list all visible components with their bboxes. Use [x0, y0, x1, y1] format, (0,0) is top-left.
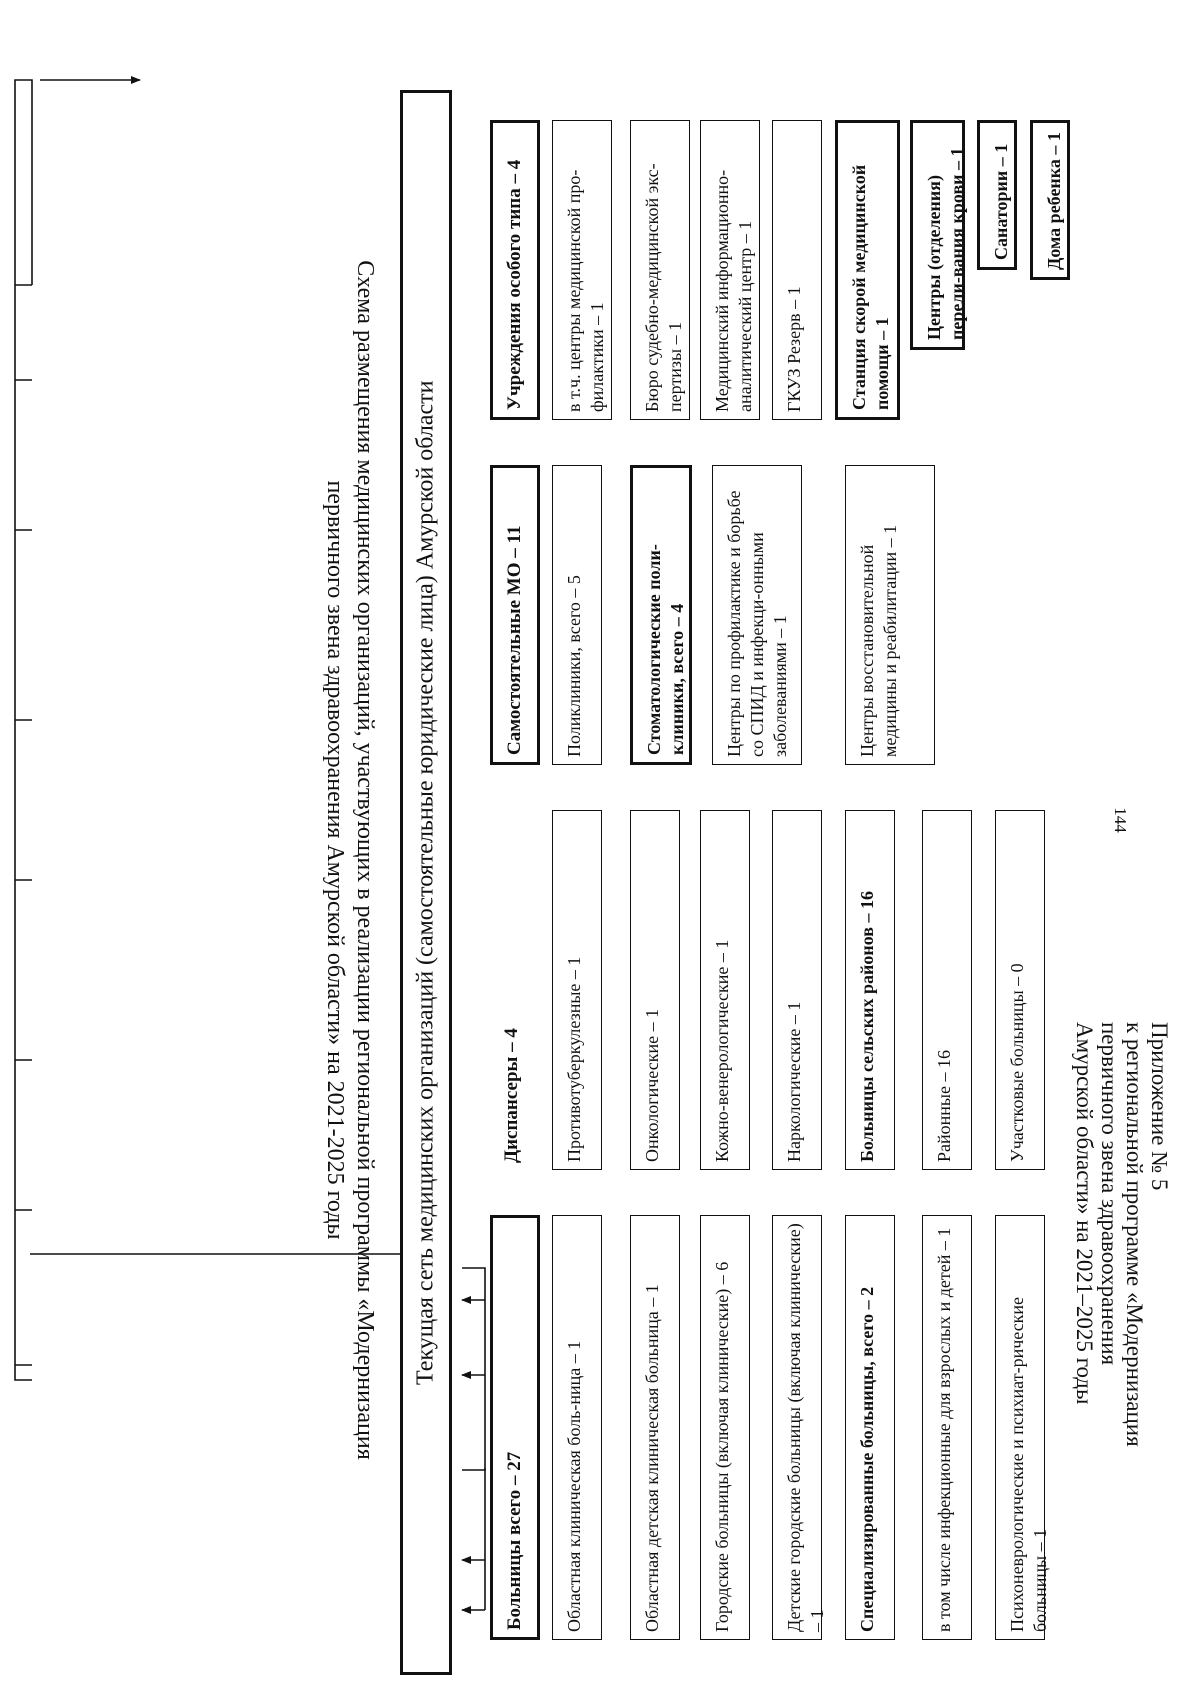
independent-item-1: Поликлиники, всего – 5	[552, 465, 602, 765]
extra-item-4: Дома ребенка – 1	[1030, 120, 1070, 280]
hospital-item-4: Детские городские больницы (включая клинические) – 1	[772, 1215, 822, 1640]
annex-line-3: первичного звена здравоохранения	[1097, 1022, 1122, 1366]
hospital-item-7: Психоневрологические и психиат-рические больницы – 1	[995, 1215, 1045, 1640]
scheme-title-line-1: Схема размещения медицинских организаций, участвующих в реализации региональной программы «Модернизация	[352, 260, 378, 1460]
dispensary-item-4: Наркологические – 1	[772, 810, 822, 1170]
special-item-3: Медицинский информационно-аналитический центр – 1	[700, 120, 760, 420]
independent-title: Самостоятельные МО – 11	[490, 465, 540, 765]
dispensaries-title: Диспансеры – 4	[490, 810, 540, 1170]
hospital-item-6: в том числе инфекционные для взрослых и детей – 1	[922, 1215, 972, 1640]
page-number: 144	[1111, 807, 1130, 833]
hospital-item-5: Специализированные больницы, всего – 2	[845, 1215, 895, 1640]
dispensary-item-2: Онкологические – 1	[630, 810, 680, 1170]
extra-item-2: Центры (отделения) перели-вания крови – 1	[910, 120, 965, 350]
hospitals-title: Больницы всего – 27	[490, 1215, 540, 1640]
rural-item-1: Районные – 16	[922, 810, 972, 1170]
dispensary-item-1: Противотуберкулезные – 1	[552, 810, 602, 1170]
special-item-1: в т.ч. центры медицинской про-филактики – 1	[552, 120, 612, 420]
annex-line-2: к региональной программе «Модернизация	[1122, 1022, 1147, 1447]
annex-line-1: Приложение № 5	[1147, 1022, 1172, 1191]
special-title: Учреждения особого типа – 4	[490, 120, 540, 420]
rural-item-2: Участковые больницы – 0	[995, 810, 1045, 1170]
independent-item-4: Центры восстановительной медицины и реабилитации – 1	[845, 465, 935, 765]
hospital-item-1: Областная клиническая боль-ница – 1	[552, 1215, 602, 1640]
groups-area	[490, 110, 1080, 1690]
annex-line-4: Амурской области» на 2021–2025 годы	[1072, 1022, 1097, 1405]
network-title-vertical: Текущая сеть медицинских организаций (самостоятельные юридические лица) Амурской области	[400, 90, 452, 1675]
special-item-2: Бюро судебно-медицинской экс-пертизы – 1	[630, 120, 690, 420]
extra-item-3: Санатории – 1	[977, 120, 1017, 270]
scheme-title-line-2: первичного звена здравоохранения Амурской области» на 2021-2025 годы	[322, 480, 348, 1240]
independent-item-3: Центры по профилактике и борьбе со СПИД и инфекци-онными заболеваниями – 1	[712, 465, 802, 765]
independent-item-2: Стоматологические поли-клиники, всего – 4	[630, 465, 692, 765]
hospital-item-3: Городские больницы (включая клинические) – 6	[700, 1215, 750, 1640]
hospital-item-2: Областная детская клиническая больница – 1	[630, 1215, 680, 1640]
dispensary-item-3: Кожно-венерологические – 1	[700, 810, 750, 1170]
extra-item-1: Станция скорой медицинской помощи – 1	[835, 120, 900, 420]
special-item-4: ГКУЗ Резерв – 1	[772, 120, 822, 420]
rural-title: Больницы сельских районов – 16	[845, 810, 895, 1170]
